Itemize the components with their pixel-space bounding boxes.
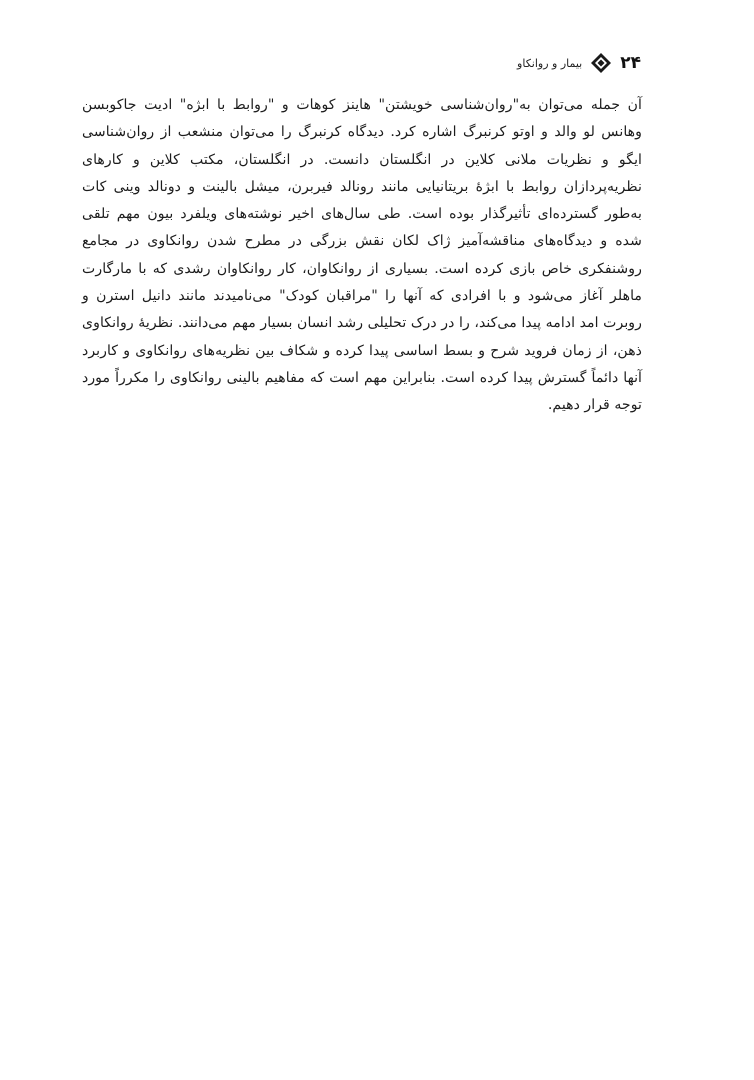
page-number: ۲۴	[620, 52, 641, 73]
page-header	[517, 52, 641, 74]
running-title: بیمار و روانکاو	[517, 56, 583, 70]
body-paragraph: آن جمله می‌توان به"روان‌شناسی خویشتن" هاینز کوهات و "روابط با ابژه" ادیت جاکوبسن وهانس لو والد و اوتو کرنبرگ اشاره کرد. دیدگاه کرنبرگ را می‌توان منشعب از روان‌شناسی ایگو و نظریات ملانی کلاین در انگلستان دانست. در انگلستان، مکتب کلاین و کارهای نظریه‌پردازان روابط با ابژهٔ بریتانیایی مانند رونالد فیربرن، میشل بالینت و دونالد وینی کات به‌طور گسترده‌ای تأثیرگذار بوده است. طی سال‌های اخیر نوشته‌های ویلفرد بیون مهم تلقی شده و دیدگاه‌های مناقشه‌آمیز ژاک لکان نقش بزرگی در مطرح شدن روانکاوی در مجامع روشنفکری خاص بازی کرده است. بسیاری از روانکاوان، کار روانکاوان رشدی که با مارگارت ماهلر آغاز می‌شود و با افرادی که آنها را "مراقبان کودک" می‌نامیدند مانند دانیل استرن و روبرت امد ادامه پیدا می‌کند، را در درک تحلیلی رشد انسان بسیار مهم می‌دانند. نظریهٔ روانکاوی ذهن، از زمان فروید شرح و بسط اساسی پیدا کرده و شکاف بین نظریه‌های روانکاوی و کاربرد آنها دائماً گسترش پیدا کرده است. بنابراین مهم است که مفاهیم بالینی روانکاوی را مکرراً مورد توجه قرار دهیم.	[82, 97, 642, 414]
diamond-ornament-icon	[590, 52, 612, 74]
